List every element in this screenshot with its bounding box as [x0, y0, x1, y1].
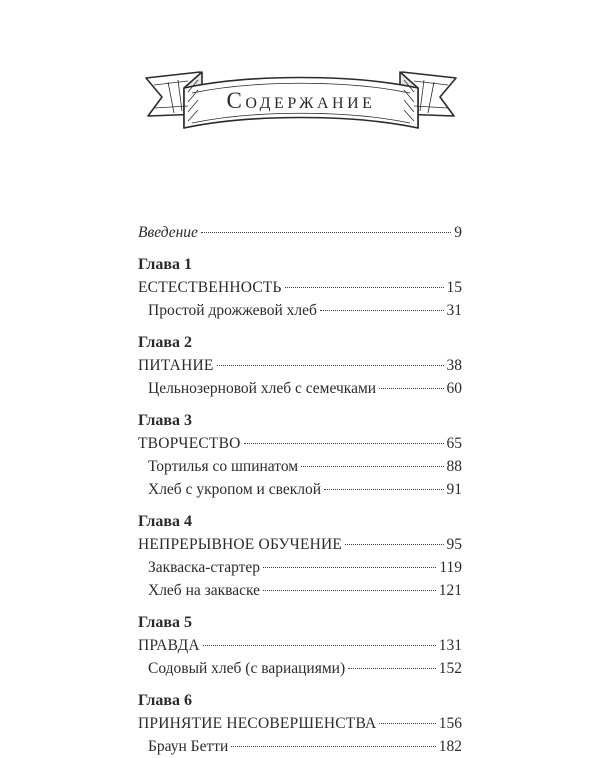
toc-entry-recipe[interactable]	[138, 579, 462, 602]
dot-leader	[320, 310, 444, 311]
toc-entry-title: Тортилья со шпинатом	[148, 458, 299, 475]
dot-leader	[244, 443, 444, 444]
dot-leader	[217, 365, 444, 366]
table-of-contents	[138, 221, 462, 758]
toc-entry-page: 60	[446, 380, 462, 397]
chapter-2	[138, 331, 462, 400]
chapter-label: Глава 2	[138, 334, 192, 351]
toc-entry-page: 131	[438, 637, 462, 654]
toc-entry-title: Содовый хлеб (с вариациями)	[148, 660, 346, 677]
toc-entry-title: Введение	[138, 224, 198, 241]
dot-leader	[203, 645, 436, 646]
toc-entry-section[interactable]	[138, 354, 462, 377]
toc-entry-section[interactable]	[138, 432, 462, 455]
toc-entry-title: ЕСТЕСТВЕННОСТЬ	[138, 279, 282, 296]
toc-entry-recipe[interactable]	[138, 478, 462, 501]
toc-entry-title: ТВОРЧЕСТВО	[138, 435, 241, 452]
toc-entry-section[interactable]	[138, 276, 462, 299]
toc-entry-title: Цельнозерновой хлеб с семечками	[148, 380, 377, 397]
toc-entry-title: НЕПРЕРЫВНОЕ ОБУЧЕНИЕ	[138, 536, 343, 553]
toc-entry-title: ПИТАНИЕ	[138, 357, 214, 374]
chapter-label: Глава 6	[138, 692, 192, 709]
toc-entry-page: 38	[446, 357, 462, 374]
dot-leader	[263, 590, 436, 591]
dot-leader	[379, 388, 443, 389]
toc-entry-recipe[interactable]	[138, 735, 462, 758]
page-title: Содержание	[226, 88, 376, 113]
toc-entry-page: 9	[454, 224, 462, 241]
chapter-label: Глава 3	[138, 412, 192, 429]
dot-leader	[231, 746, 435, 747]
toc-entry-recipe[interactable]	[138, 299, 462, 322]
toc-entry-page: 91	[446, 481, 462, 498]
toc-entry-page: 152	[438, 660, 462, 677]
toc-entry-title: Браун Бетти	[148, 738, 229, 755]
toc-entry-page: 95	[446, 536, 462, 553]
dot-leader	[379, 723, 435, 724]
toc-entry-recipe[interactable]	[138, 377, 462, 400]
chapter-label: Глава 1	[138, 256, 192, 273]
toc-entry-page: 121	[438, 582, 462, 599]
toc-entry-page: 182	[438, 738, 462, 755]
dot-leader	[324, 489, 443, 490]
dot-leader	[263, 567, 436, 568]
toc-entry-section[interactable]	[138, 634, 462, 657]
dot-leader	[285, 287, 444, 288]
toc-entry-section[interactable]	[138, 533, 462, 556]
toc-entry-page: 15	[446, 279, 462, 296]
chapter-label: Глава 4	[138, 513, 192, 530]
dot-leader	[345, 544, 443, 545]
toc-entry-title: Закваска-стартер	[148, 559, 261, 576]
toc-entry-page: 156	[438, 715, 462, 732]
toc-entry-recipe[interactable]	[138, 455, 462, 478]
chapter-label: Глава 5	[138, 614, 192, 631]
toc-entry-recipe[interactable]	[138, 657, 462, 680]
chapter-1	[138, 253, 462, 322]
chapter-4	[138, 510, 462, 602]
dot-leader	[201, 232, 451, 233]
toc-entry-title: Хлеб с укропом и свеклой	[148, 481, 322, 498]
toc-entry-page: 119	[439, 559, 462, 576]
dot-leader	[301, 466, 443, 467]
toc-entry-recipe[interactable]	[138, 556, 462, 579]
toc-entry-page: 65	[446, 435, 462, 452]
chapter-5	[138, 611, 462, 680]
toc-entry-page: 31	[446, 302, 462, 319]
toc-entry-title: ПРАВДА	[138, 637, 200, 654]
toc-entry-title: Хлеб на закваске	[148, 582, 261, 599]
toc-entry-section[interactable]	[138, 712, 462, 735]
chapter-6	[138, 689, 462, 758]
toc-entry-intro[interactable]	[138, 221, 462, 244]
heading-banner	[140, 58, 462, 150]
dot-leader	[348, 668, 436, 669]
toc-entry-title: Простой дрожжевой хлеб	[148, 302, 317, 319]
chapter-3	[138, 409, 462, 501]
toc-entry-page: 88	[446, 458, 462, 475]
toc-entry-title: ПРИНЯТИЕ НЕСОВЕРШЕНСТВА	[138, 715, 377, 732]
